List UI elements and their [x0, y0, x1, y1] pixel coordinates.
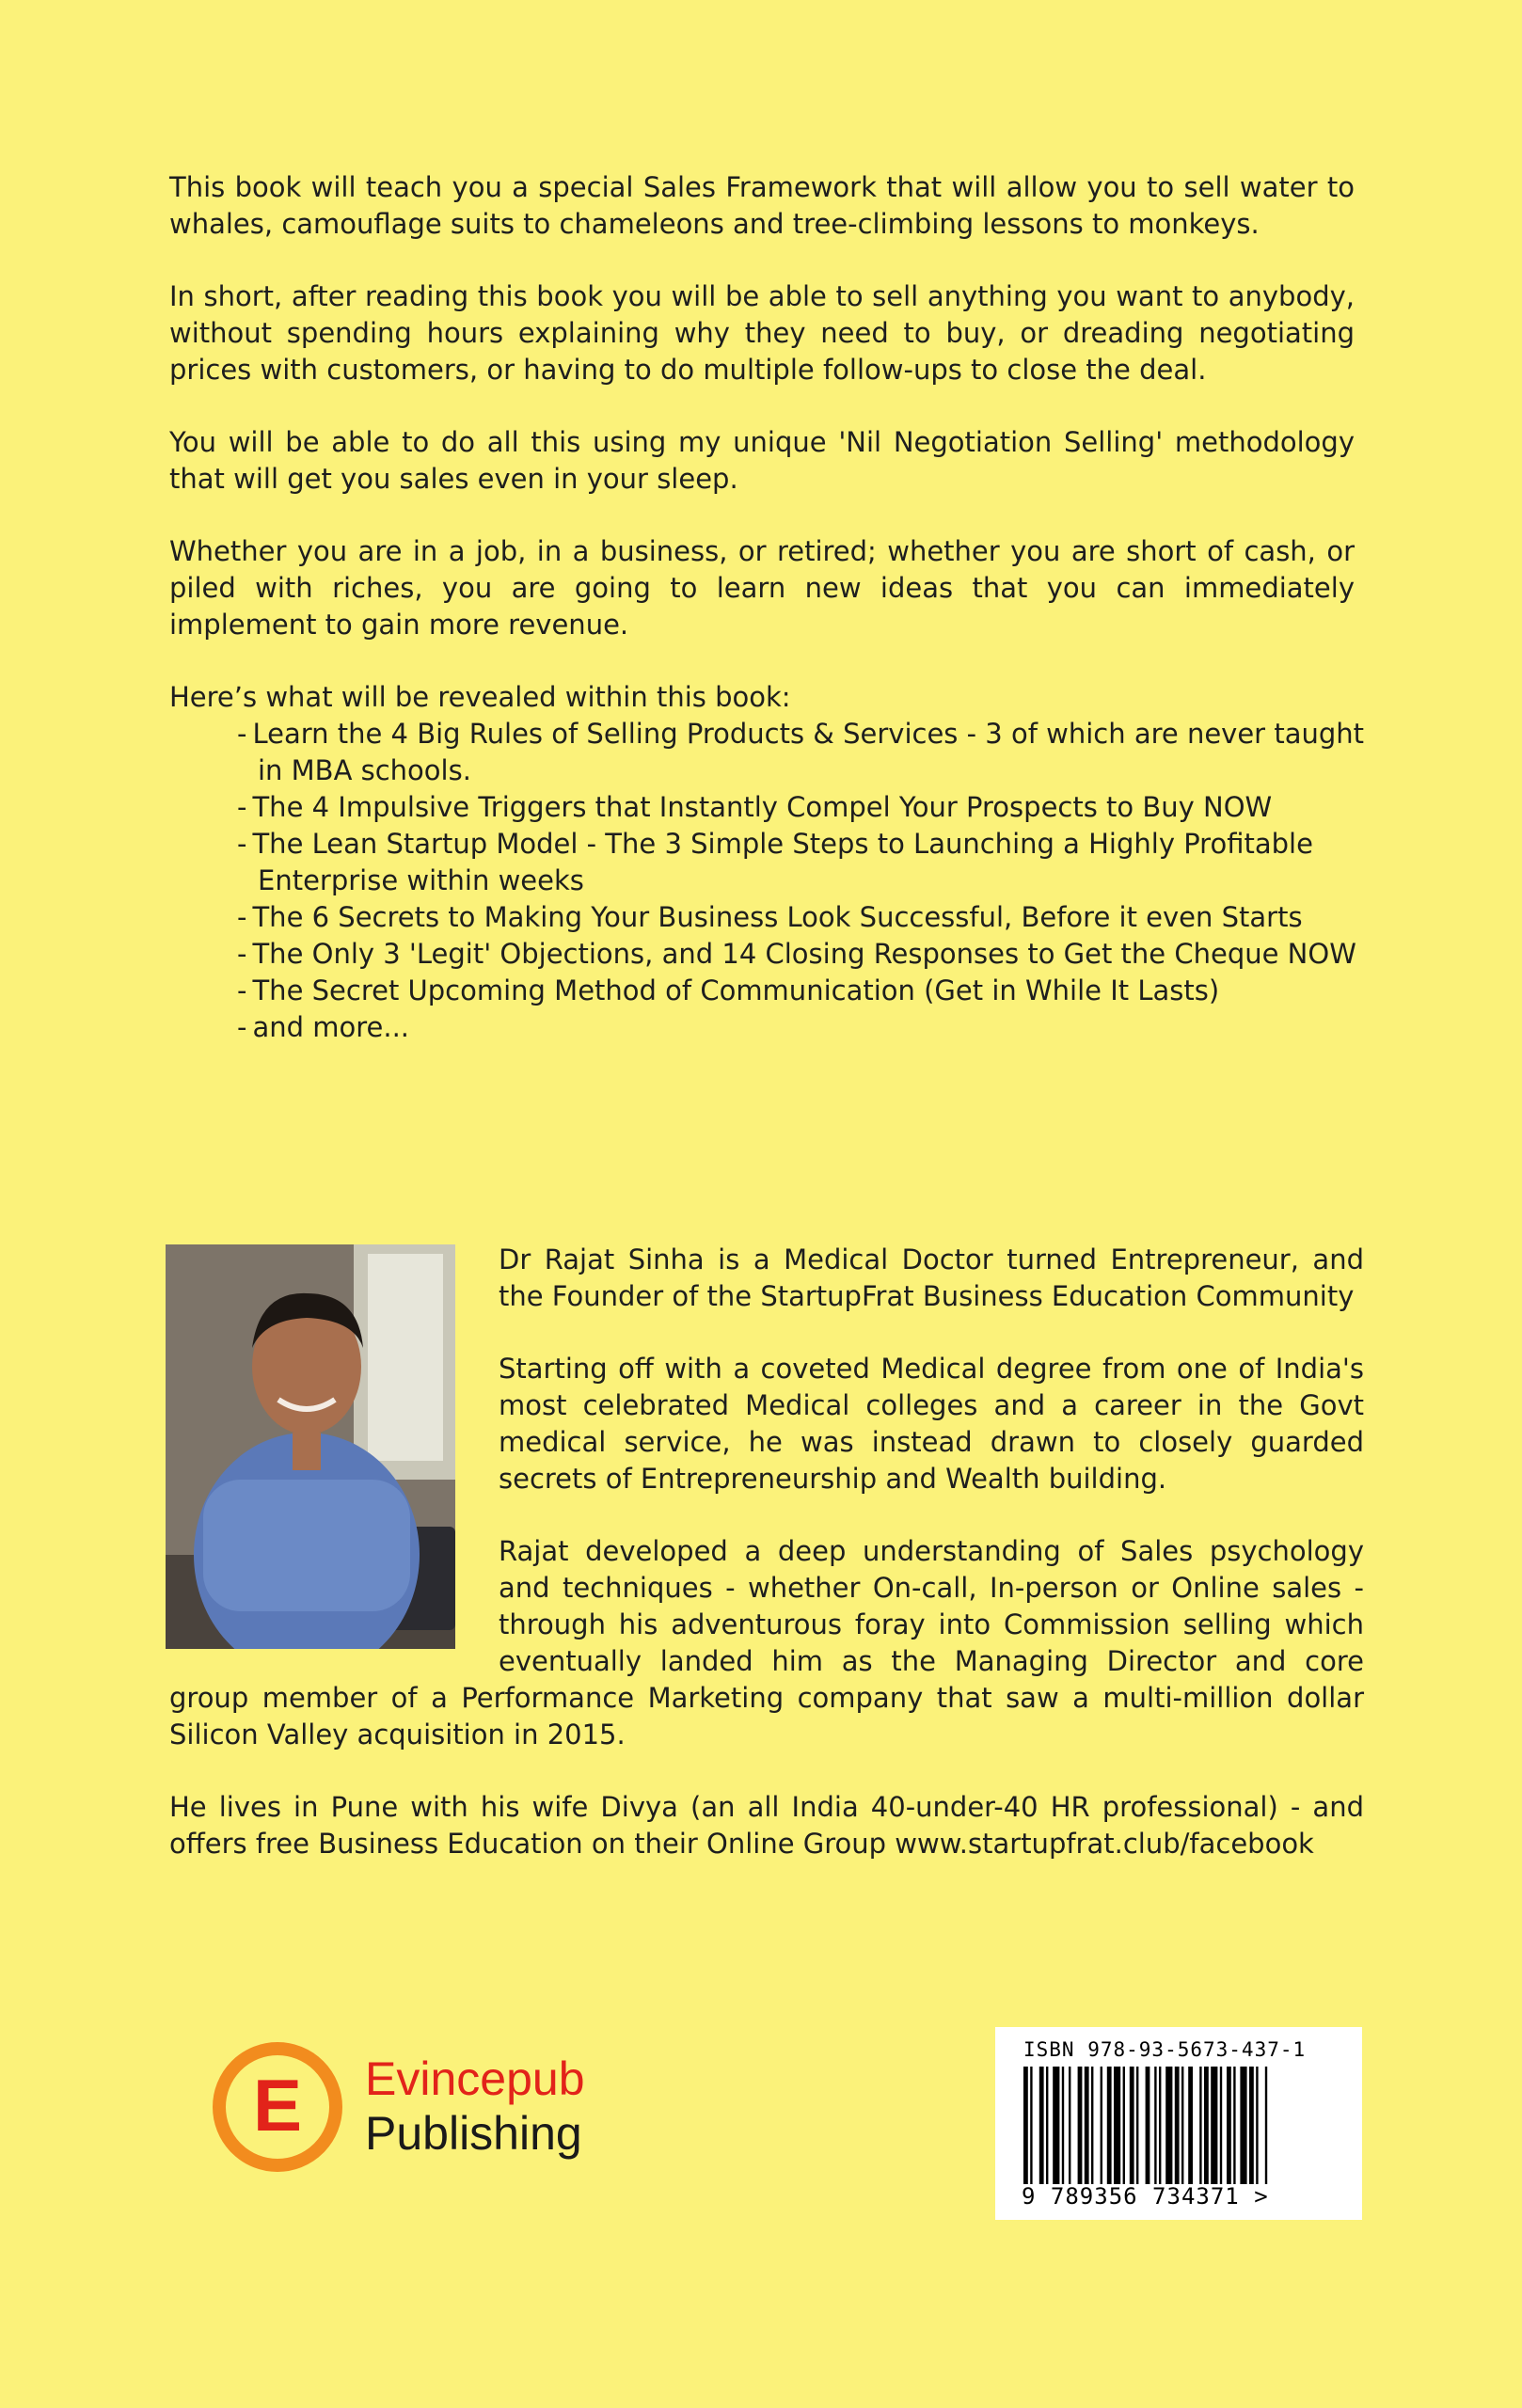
list-dash: -	[237, 901, 247, 933]
barcode-bar	[1175, 2067, 1180, 2184]
reveal-list	[169, 716, 1365, 1046]
list-item	[237, 826, 1387, 899]
barcode-bar	[1159, 2067, 1161, 2184]
barcode-bar	[1023, 2067, 1028, 2184]
barcode-bar	[1199, 2067, 1201, 2184]
list-heading: Here’s what will be revealed within this book:	[169, 681, 791, 713]
blurb-section	[169, 169, 1365, 1046]
list-dash: -	[237, 938, 247, 970]
barcode-bar	[1062, 2067, 1064, 2184]
publisher-name-line2: Publishing	[365, 2107, 582, 2160]
barcode-bar	[1211, 2067, 1217, 2184]
barcode-bar	[1114, 2067, 1120, 2184]
list-dash: -	[237, 974, 247, 1006]
barcode-bar	[1204, 2067, 1209, 2184]
barcode-bar	[1181, 2067, 1183, 2184]
photo-spacer	[169, 1242, 499, 1656]
publisher-logo	[207, 2036, 602, 2178]
publisher-logo-mark	[207, 2036, 602, 2178]
list-item-text: The 4 Impulsive Triggers that Instantly Compel Your Prospects to Buy NOW	[252, 791, 1273, 823]
barcode-bar	[1123, 2067, 1125, 2184]
barcode-bar	[1233, 2067, 1235, 2184]
list-item-text: The Only 3 'Legit' Objections, and 14 Closing Responses to Get the Cheque NOW	[252, 938, 1356, 970]
intro-paragraph-4: Whether you are in a job, in a business, or retired; whether you are short of cash, or piled with riches, you are going to learn new ideas that you can immediately implement to gain more revenue.	[169, 535, 1355, 641]
barcode-bar	[1046, 2067, 1048, 2184]
intro-paragraph-2: In short, after reading this book you will be able to sell anything you want to anybody, without spending hours explaining why they need to buy, or dreading negotiating prices with customers, or having to do multiple follow-ups to close the deal.	[169, 280, 1355, 386]
list-item-text: The 6 Secrets to Making Your Business Look Successful, Before it even Starts	[252, 901, 1303, 933]
list-item	[237, 936, 1387, 973]
barcode-bar	[1130, 2067, 1134, 2184]
barcode-bar	[1227, 2067, 1231, 2184]
barcode-bar	[1107, 2067, 1112, 2184]
list-item	[237, 716, 1387, 789]
barcode-bar	[1078, 2067, 1083, 2184]
list-dash: -	[237, 828, 247, 860]
list-item-text: The Lean Startup Model - The 3 Simple Steps to Launching a Highly Profitable Enterprise within weeks	[252, 828, 1313, 896]
barcode-bar	[1220, 2067, 1222, 2184]
barcode-bar	[1188, 2067, 1193, 2184]
author-paragraph-2: Starting off with a coveted Medical degree from one of India's most celebrated Medical colleges and a career in the Govt medical service, he was instead drawn to closely guarded secrets of Entrepreneurship and Wealth building.	[499, 1353, 1364, 1495]
logo-letter: E	[252, 2064, 303, 2147]
barcode-bar	[1154, 2067, 1156, 2184]
author-bio-section	[169, 1242, 1364, 1898]
list-item	[237, 899, 1387, 936]
barcode-bar	[1146, 2067, 1150, 2184]
barcode-bar	[1136, 2067, 1138, 2184]
list-item-text: The Secret Upcoming Method of Communication (Get in While It Lasts)	[252, 974, 1220, 1006]
list-item-text: Learn the 4 Big Rules of Selling Products & Services - 3 of which are never taught in MBA schools.	[252, 718, 1365, 786]
list-dash: -	[237, 791, 247, 823]
list-dash: -	[237, 1011, 247, 1043]
barcode-bar	[1101, 2067, 1102, 2184]
barcode-digits: 9 789356 734371 >	[1022, 2183, 1269, 2210]
barcode-bar	[1053, 2067, 1059, 2184]
list-item	[237, 973, 1387, 1009]
barcode-bar	[1030, 2067, 1032, 2184]
author-paragraph-1: Dr Rajat Sinha is a Medical Doctor turned Entrepreneur, and the Founder of the StartupFrat Business Education Community	[499, 1244, 1364, 1312]
barcode-bar	[1249, 2067, 1254, 2184]
author-paragraph-4: He lives in Pune with his wife Divya (an all India 40-under-40 HR professional) - and offers free Business Education on their Online Group www.startupfrat.club/facebook	[169, 1791, 1364, 1860]
list-item	[237, 1009, 1387, 1046]
barcode-bar	[1165, 2067, 1172, 2184]
barcode-bar	[1265, 2067, 1267, 2184]
barcode-bar	[1069, 2067, 1070, 2184]
intro-paragraph-3: You will be able to do all this using my unique 'Nil Negotiation Selling' methodology that will get you sales even in your sleep.	[169, 426, 1355, 495]
list-item	[237, 789, 1387, 826]
author-paragraph-3: Rajat developed a deep understanding of Sales psychology and techniques - whether On-call, In-person or Online sales - through his adventurous foray into Commission selling which eventually landed him as the Managing Director and core group member of a Performance Marketing company that saw a multi-million dollar Silicon Valley acquisition in 2015.	[169, 1535, 1364, 1751]
barcode-bar	[1039, 2067, 1044, 2184]
barcode-bar	[1085, 2067, 1089, 2184]
list-dash: -	[237, 718, 247, 750]
isbn-barcode	[995, 2027, 1362, 2220]
publisher-name-line1: Evincepub	[365, 2052, 585, 2105]
list-item-text: and more...	[252, 1011, 410, 1043]
barcode-bars	[1023, 2067, 1334, 2184]
barcode-bar	[1256, 2067, 1258, 2184]
barcode-bar	[1240, 2067, 1246, 2184]
intro-paragraph-1: This book will teach you a special Sales Framework that will allow you to sell water to whales, camouflage suits to chameleons and tree-climbing lessons to monkeys.	[169, 171, 1355, 240]
isbn-label: ISBN 978-93-5673-437-1	[1023, 2038, 1307, 2061]
barcode-bar	[1091, 2067, 1093, 2184]
